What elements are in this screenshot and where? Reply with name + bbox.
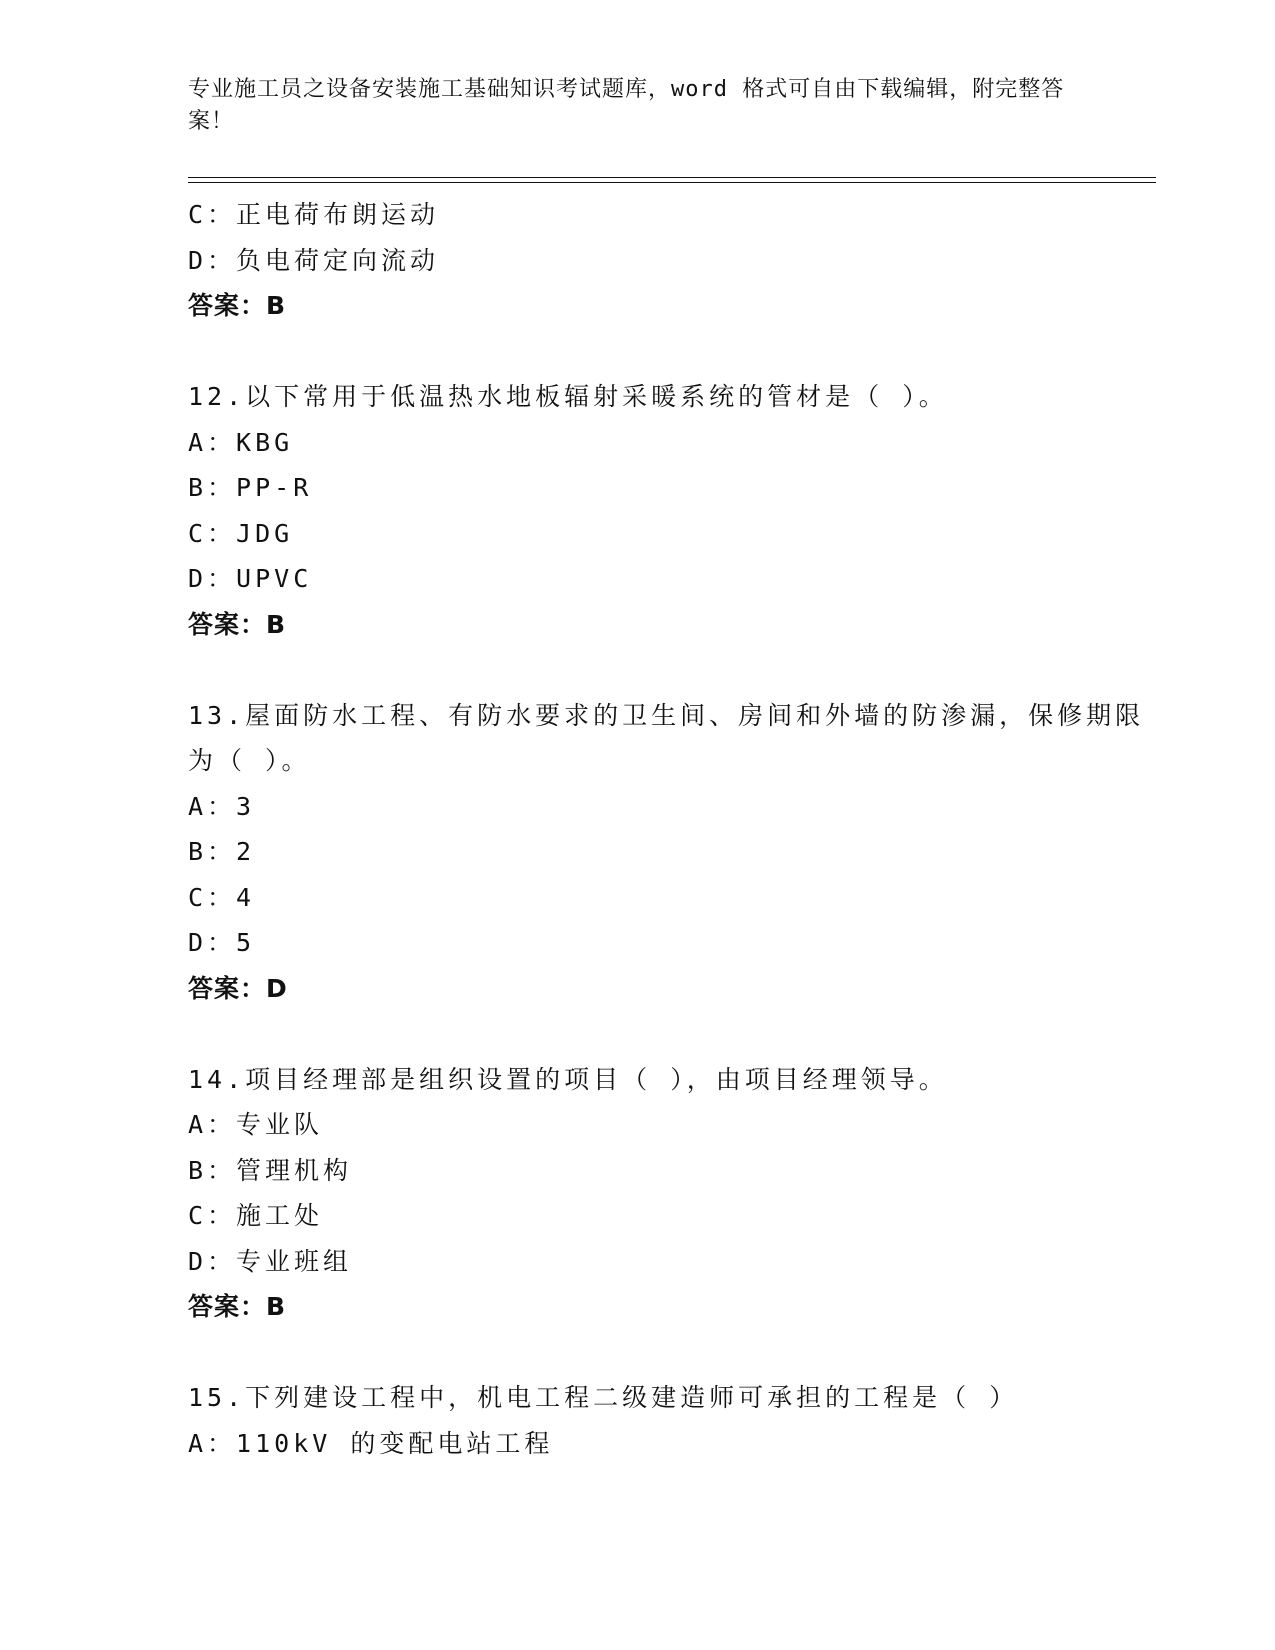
option-a: A：KBG (188, 427, 294, 457)
spacer (188, 1011, 1156, 1057)
option-d: D：UPVC (188, 564, 313, 593)
option-c: C：施工处 (188, 1201, 324, 1230)
header-rule-top (188, 177, 1156, 178)
option-a: A：专业队 (188, 1110, 324, 1139)
question-13 (188, 693, 1156, 1012)
option-a: A：110kV 的变配电站工程 (188, 1428, 554, 1458)
document-header: 专业施工员之设备安装施工基础知识考试题库，word 格式可自由下载编辑，附完整答案！ (188, 77, 1065, 134)
option-c: C：JDG (188, 518, 294, 548)
question-text: 13.屋面防水工程、有防水要求的卫生间、房间和外墙的防渗漏，保修期限为（ ）。 (188, 700, 1145, 775)
option-b: B：PP-R (188, 473, 313, 502)
header-rule-bottom (188, 182, 1156, 183)
spacer (188, 1330, 1156, 1376)
option-d: D：5 (188, 928, 256, 957)
option-d: D：负电荷定向流动 (188, 245, 440, 275)
spacer (188, 647, 1156, 693)
question-text: 12.以下常用于低温热水地板辐射采暖系统的管材是（ ）。 (188, 382, 948, 411)
question-15 (188, 1375, 1156, 1466)
question-text: 14.项目经理部是组织设置的项目（ ），由项目经理领导。 (188, 1064, 948, 1094)
question-14 (188, 1057, 1156, 1330)
spacer (188, 329, 1156, 375)
previous-question-tail (188, 192, 1156, 329)
option-b: B：管理机构 (188, 1155, 353, 1185)
option-b: B：2 (188, 837, 256, 866)
answer-line: 答案：B (188, 609, 287, 639)
answer-line: 答案：D (188, 973, 288, 1003)
question-text: 15.下列建设工程中，机电工程二级建造师可承担的工程是（ ） (188, 1383, 1019, 1412)
option-c: C：4 (188, 882, 256, 912)
answer-line: 答案：B (188, 291, 287, 320)
option-d: D：专业班组 (188, 1246, 353, 1276)
option-c: C：正电荷布朗运动 (188, 200, 440, 229)
document-body (188, 192, 1156, 1466)
question-12 (188, 374, 1156, 647)
answer-line: 答案：B (188, 1292, 287, 1321)
option-a: A：3 (188, 791, 256, 821)
